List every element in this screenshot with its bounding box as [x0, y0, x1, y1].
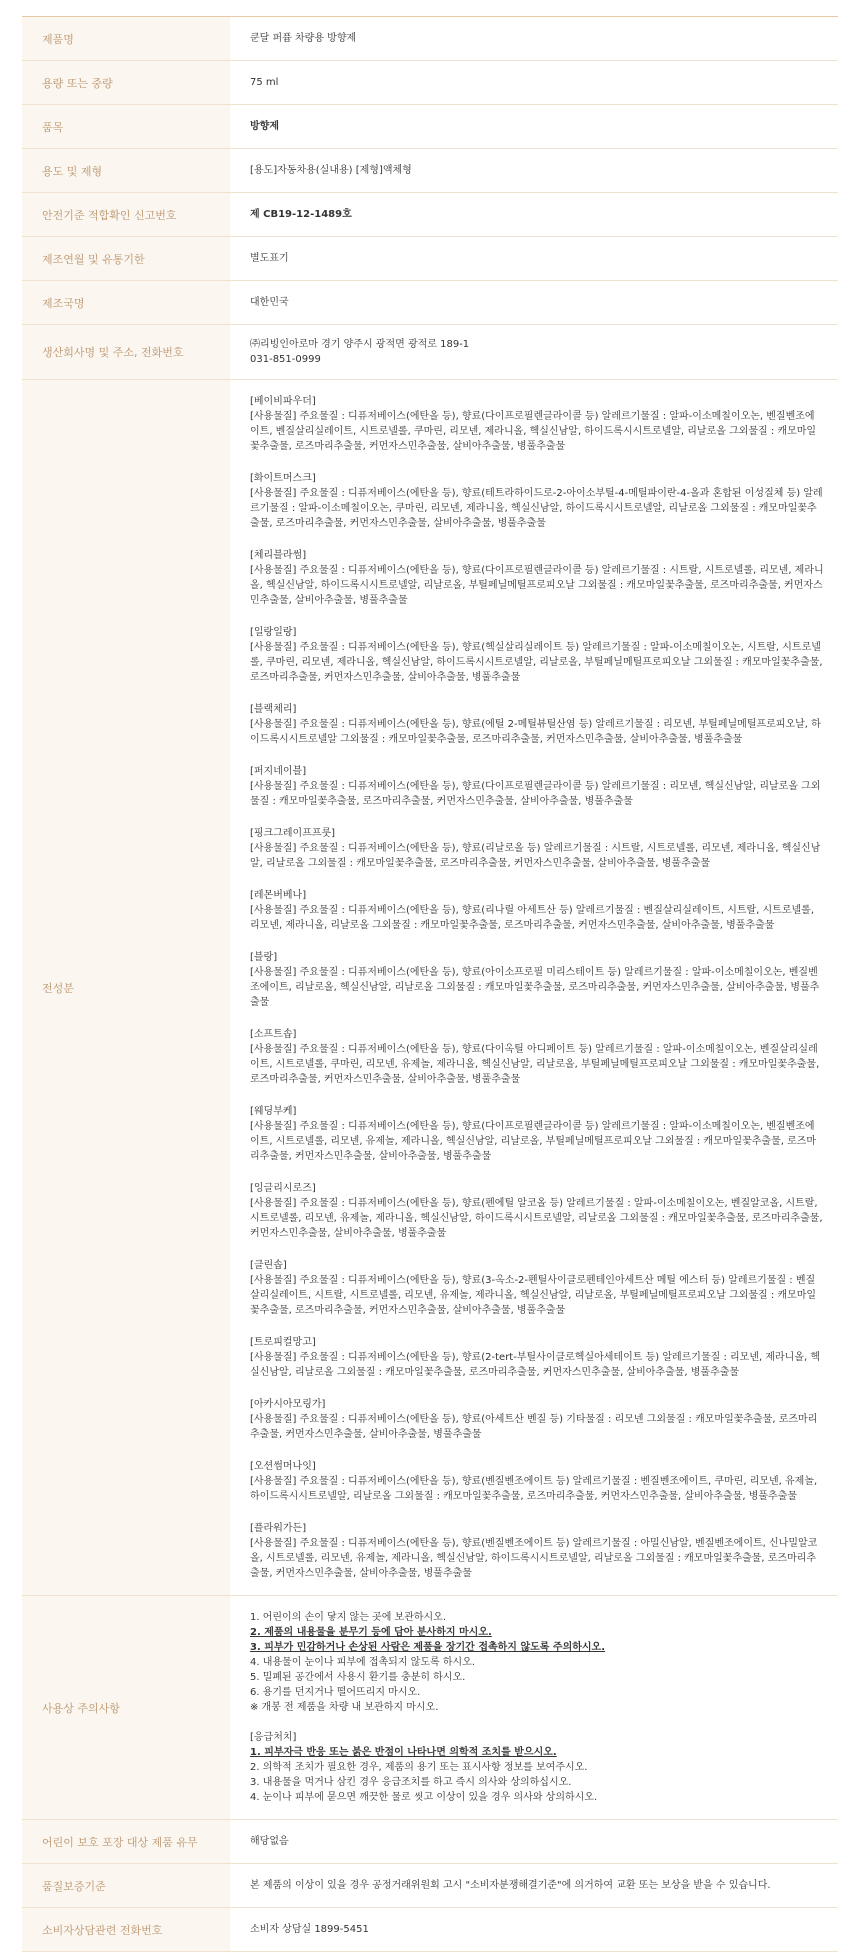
row-value: 본 제품의 이상이 있을 경우 공정거래위원회 고시 "소비자분쟁해결기준"에 의거하여 교환 또는 보상을 받을 수 있습니다. — [230, 1864, 838, 1908]
ingredient-title: [레몬버베나] — [250, 890, 307, 901]
ingredient-block — [250, 764, 824, 809]
row-consumer-phone — [22, 1908, 838, 1952]
first-aid-item: 3. 내용물을 먹거나 삼킨 경우 응급조치를 하고 즉시 의사와 상의하십시오. — [250, 1777, 572, 1788]
ingredient-text: [사용물질] 주요물질 : 디퓨저베이스(에탄올 등), 향료(테트라하이드로-2-아이소부틸-4-메틸파이란-4-올과 혼합된 이성질체 등) 알레르기물질 : 알파-이소메칠이오논, 쿠마린, 리모넨, 제라니올, 헥실신남알, 하이드록시시트로넬알, 리날로올 그외물질 : 캐모마일꽃추출물, 로즈마리추출물, 커먼자스민추출물, 살비아추출물, 병풀추출물 — [250, 488, 823, 529]
ingredient-text: [사용물질] 주요물질 : 디퓨저베이스(에탄올 등), 향료(벤질벤조에이트 등) 알레르기물질 : 아밀신남알, 벤질벤조에이트, 신나밀알코올, 시트로넬롤, 리모넨, 유제놀, 제라니올, 헥실신남알, 하이드록시시트로넬알, 리날로올 그외물질 : 캐모마일꽃추출물, 로즈마리추출물, 커먼자스민추출물, 살비아추출물, 병풀추출물 — [250, 1538, 818, 1579]
row-value: 75 ml — [230, 61, 838, 105]
row-manufacturer — [22, 325, 838, 380]
caution-item: 6. 용기를 던지거나 떨어뜨리지 마시오. — [250, 1687, 421, 1698]
ingredient-block — [250, 1335, 824, 1380]
row-item-type — [22, 105, 838, 149]
caution-item: 4. 내용물이 눈이나 피부에 접촉되지 않도록 하시오. — [250, 1657, 475, 1668]
row-value: 방향제 — [230, 105, 838, 149]
ingredient-text: [사용물질] 주요물질 : 디퓨저베이스(에탄올 등), 향료(다이프로필렌글라이콜 등) 알레르기물질 : 알파-이소메칠이오논, 벤질벤조에이트, 벤질살리실레이트, 시트로넬롤, 쿠마린, 리모넨, 제라니올, 헥실신남알, 하이드록시시트로넬알, 리날로올 그외물질 : 캐모마일꽃추출물, 로즈마리추출물, 커먼자스민추출물, 살비아추출물, 병풀추출물 — [250, 411, 817, 452]
ingredient-title: [일랑일랑] — [250, 627, 297, 638]
row-country — [22, 281, 838, 325]
row-quality-guarantee — [22, 1864, 838, 1908]
ingredient-block — [250, 950, 824, 1010]
row-label: 안전기준 적합확인 신고번호 — [22, 193, 230, 237]
row-safety-number — [22, 193, 838, 237]
ingredient-block — [250, 1181, 824, 1241]
ingredient-title: [퍼지네이블] — [250, 766, 307, 777]
row-label: 소비자상담관련 전화번호 — [22, 1908, 230, 1952]
manufacturer-address: ㈜리빙인아로마 경기 양주시 광적면 광적로 189-1 — [250, 339, 470, 350]
row-label: 생산회사명 및 주소, 전화번호 — [22, 325, 230, 380]
caution-item: 5. 밀폐된 공간에서 사용시 환기를 충분히 하시오. — [250, 1672, 466, 1683]
product-info-table — [22, 16, 838, 1952]
row-label: 용량 또는 중량 — [22, 61, 230, 105]
ingredient-block — [250, 394, 824, 454]
ingredient-block — [250, 1258, 824, 1318]
ingredients-list — [230, 380, 838, 1596]
row-value: 소비자 상담실 1899-5451 — [230, 1908, 838, 1952]
ingredient-text: [사용물질] 주요물질 : 디퓨저베이스(에탄올 등), 향료(아이소프로필 미리스테이트 등) 알레르기물질 : 알파-이소메칠이오논, 벤질벤조에이트, 리날로올, 헥실신남알, 리날로올 그외물질 : 캐모마일꽃추출물, 로즈마리추출물, 커먼자스민추출물, 살비아추출물, 병풀추출물 — [250, 967, 820, 1008]
manufacturer-phone: 031-851-0999 — [250, 354, 321, 365]
row-value: 대한민국 — [230, 281, 838, 325]
row-product-name — [22, 17, 838, 61]
ingredient-title: [소프트솝] — [250, 1029, 297, 1040]
ingredient-title: [베이비파우더] — [250, 396, 316, 407]
ingredient-text: [사용물질] 주요물질 : 디퓨저베이스(에탄올 등), 향료(3-옥소-2-펜틸사이클로펜테인아세트산 메틸 에스터 등) 알레르기물질 : 벤질살리실레이트, 시트랄, 시트로넬롤, 리모넨, 유제놀, 제라니올, 헥실신남알, 리날로올, 부틸페닐메틸프로피오날 그외물질 : 캐모마일꽃추출물, 로즈마리추출물, 커먼자스민추출물, 살비아추출물, 병풀추출물 — [250, 1275, 817, 1316]
ingredient-text: [사용물질] 주요물질 : 디퓨저베이스(에탄올 등), 향료(리날로올 등) 알레르기물질 : 시트랄, 시트로넬롤, 리모넨, 제라니올, 헥실신남알, 리날로올 그외물질 : 캐모마일꽃추출물, 로즈마리추출물, 커먼자스민추출물, 살비아추출물, 병풀추출물 — [250, 843, 821, 869]
row-label: 제조국명 — [22, 281, 230, 325]
ingredient-block — [250, 1521, 824, 1581]
ingredient-text: [사용물질] 주요물질 : 디퓨저베이스(에탄올 등), 향료(다이프로필렌글라이콜 등) 알레르기물질 : 알파-이소메칠이오논, 벤질벤조에이트, 시트로넬롤, 리모넨, 유제놀, 제라니올, 헥실신남알, 리날로올, 부틸페닐메틸프로피오날 그외물질 : 캐모마일꽃추출물, 로즈마리추출물, 커먼자스민추출물, 살비아추출물, 병풀추출물 — [250, 1121, 817, 1162]
row-label: 품질보증기준 — [22, 1864, 230, 1908]
ingredient-text: [사용물질] 주요물질 : 디퓨저베이스(에탄올 등), 향료(헥실살리실레이트 등) 알레르기물질 : 알파-이소메칠이오논, 시트랄, 시트로넬롤, 쿠마린, 리모넨, 제라니올, 헥실신남알, 하이드록시시트로넬알, 리날로올, 부틸페닐메틸프로피오날 그외물질 : 캐모마일꽃추출물, 로즈마리추출물, 커먼자스민추출물, 살비아추출물, 병풀추출물 — [250, 642, 823, 683]
ingredient-title: [트로피컬망고] — [250, 1337, 316, 1348]
row-value: 쿤달 퍼퓸 차량용 방향제 — [230, 17, 838, 61]
ingredient-text: [사용물질] 주요물질 : 디퓨저베이스(에탄올 등), 향료(다이프로필렌글라이콜 등) 알레르기물질 : 시트랄, 시트로넬롤, 리모넨, 제라니올, 헥실신남알, 하이드록시시트로넬알, 리날로올, 부틸페닐메틸프로피오날 그외물질 : 캐모마일꽃추출물, 로즈마리추출물, 커먼자스민추출물, 살비아추출물, 병풀추출물 — [250, 565, 824, 606]
ingredient-block — [250, 625, 824, 685]
row-value: 제 CB19-12-1489호 — [230, 193, 838, 237]
ingredient-block — [250, 1104, 824, 1164]
ingredient-title: [블랑] — [250, 952, 278, 963]
ingredient-block — [250, 1459, 824, 1504]
spacer — [250, 1715, 824, 1730]
first-aid-item: 1. 피부자극 반응 또는 붉은 반점이 나타나면 의학적 조치를 받으시오. — [250, 1747, 557, 1758]
ingredient-title: [오션썸머나잇] — [250, 1461, 316, 1472]
row-label: 사용상 주의사항 — [22, 1596, 230, 1820]
row-value — [230, 325, 838, 380]
ingredient-text: [사용물질] 주요물질 : 디퓨저베이스(에탄올 등), 향료(아세트산 벤질 등) 기타물질 : 리모넨 그외물질 : 캐모마일꽃추출물, 로즈마리추출물, 커먼자스민추출물, 살비아추출물, 병풀추출물 — [250, 1414, 818, 1440]
ingredient-title: [잉글리시로즈] — [250, 1183, 316, 1194]
ingredient-text: [사용물질] 주요물질 : 디퓨저베이스(에탄올 등), 향료(펜에틸 알코올 등) 알레르기물질 : 알파-이소메칠이오논, 벤질알코올, 시트랄, 시트로넬롤, 리모넨, 유제놀, 제라니올, 헥실신남알, 하이드록시시트로넬알, 리날로올 그외물질 : 캐모마일꽃추출물, 로즈마리추출물, 커먼자스민추출물, 살비아추출물, 병풀추출물 — [250, 1198, 823, 1239]
ingredient-title: [블랙체리] — [250, 704, 297, 715]
ingredient-title: [화이트머스크] — [250, 473, 316, 484]
ingredient-text: [사용물질] 주요물질 : 디퓨저베이스(에탄올 등), 향료(다이옥틸 아디페이트 등) 알레르기물질 : 알파-이소메칠이오논, 벤질살리실레이트, 시트로넬롤, 쿠마린, 리모넨, 유제놀, 제라니올, 헥실신남알, 리날로올, 부틸페닐메틸프로피오날 그외물질 : 캐모마일꽃추출물, 로즈마리추출물, 커먼자스민추출물, 살비아추출물, 병풀추출물 — [250, 1044, 820, 1085]
ingredient-title: [체리블라썸] — [250, 550, 307, 561]
cautions-list — [230, 1596, 838, 1820]
caution-item: ※ 개봉 전 제품을 차량 내 보관하지 마시오. — [250, 1702, 439, 1713]
ingredient-text: [사용물질] 주요물질 : 디퓨저베이스(에탄올 등), 향료(리나릴 아세트산 등) 알레르기물질 : 벤질살리실레이트, 시트랄, 시트로넬롤, 리모넨, 제라니올, 리날로올 그외물질 : 캐모마일꽃추출물, 로즈마리추출물, 커먼자스민추출물, 살비아추출물, 병풀추출물 — [250, 905, 815, 931]
ingredient-text: [사용물질] 주요물질 : 디퓨저베이스(에탄올 등), 향료(다이프로필렌글라이콜 등) 알레르기물질 : 리모넨, 헥실신남알, 리날로올 그외물질 : 캐모마일꽃추출물, 로즈마리추출물, 커먼자스민추출물, 살비아추출물, 병풀추출물 — [250, 781, 821, 807]
row-ingredients — [22, 380, 838, 1596]
first-aid-title: [응급처치] — [250, 1732, 297, 1743]
ingredient-block — [250, 702, 824, 747]
row-value: [용도]자동차용(실내용) [제형]액체형 — [230, 149, 838, 193]
ingredient-block — [250, 1027, 824, 1087]
row-label: 제조연월 및 유통기한 — [22, 237, 230, 281]
ingredient-block — [250, 826, 824, 871]
ingredient-text: [사용물질] 주요물질 : 디퓨저베이스(에탄올 등), 향료(에틸 2-메틸뷰틸산염 등) 알레르기물질 : 리모넨, 부틸페닐메틸프로피오날, 하이드록시시트로넬알 그외물질 : 캐모마일꽃추출물, 로즈마리추출물, 커먼자스민추출물, 살비아추출물, 병풀추출물 — [250, 719, 821, 745]
ingredient-text: [사용물질] 주요물질 : 디퓨저베이스(에탄올 등), 향료(벤질벤조에이트 등) 알레르기물질 : 벤질벤조에이트, 쿠마린, 리모넨, 유제놀, 하이드록시시트로넬알, 리날로올 그외물질 : 캐모마일꽃추출물, 로즈마리추출물, 커먼자스민추출물, 살비아추출물, 병풀추출물 — [250, 1476, 818, 1502]
row-label: 용도 및 제형 — [22, 149, 230, 193]
ingredient-block — [250, 1397, 824, 1442]
row-label: 전성분 — [22, 380, 230, 1596]
first-aid-item: 4. 눈이나 피부에 묻으면 깨끗한 물로 씻고 이상이 있을 경우 의사와 상의하시오. — [250, 1792, 598, 1803]
row-manufacture-date — [22, 237, 838, 281]
ingredient-text: [사용물질] 주요물질 : 디퓨저베이스(에탄올 등), 향료(2-tert-부틸사이클로헥실아세테이트 등) 알레르기물질 : 리모넨, 제라니올, 헥실신남알, 리날로올 그외물질 : 캐모마일꽃추출물, 로즈마리추출물, 커먼자스민추출물, 살비아추출물, 병풀추출물 — [250, 1352, 821, 1378]
row-capacity — [22, 61, 838, 105]
first-aid-item: 2. 의학적 조치가 필요한 경우, 제품의 용기 또는 표시사항 정보를 보여주시오. — [250, 1762, 588, 1773]
ingredient-title: [클린솝] — [250, 1260, 287, 1271]
row-cautions — [22, 1596, 838, 1820]
row-label: 제품명 — [22, 17, 230, 61]
caution-item: 3. 피부가 민감하거나 손상된 사람은 제품을 장기간 접촉하지 않도록 주의하시오. — [250, 1642, 606, 1653]
ingredient-block — [250, 888, 824, 933]
ingredient-title: [웨딩부케] — [250, 1106, 297, 1117]
caution-item: 2. 제품의 내용물을 분무기 등에 담아 분사하지 마시오. — [250, 1627, 492, 1638]
row-value: 해당없음 — [230, 1820, 838, 1864]
row-usage-form — [22, 149, 838, 193]
ingredient-block — [250, 471, 824, 531]
row-child-protection — [22, 1820, 838, 1864]
ingredient-block — [250, 548, 824, 608]
ingredient-title: [핑크그레이프프룻] — [250, 828, 336, 839]
row-label: 품목 — [22, 105, 230, 149]
row-label: 어린이 보호 포장 대상 제품 유무 — [22, 1820, 230, 1864]
caution-item: 1. 어린이의 손이 닿지 않는 곳에 보관하시오. — [250, 1612, 447, 1623]
ingredient-title: [아카시아모링가] — [250, 1399, 326, 1410]
row-value: 별도표기 — [230, 237, 838, 281]
ingredient-title: [플라워가든] — [250, 1523, 307, 1534]
